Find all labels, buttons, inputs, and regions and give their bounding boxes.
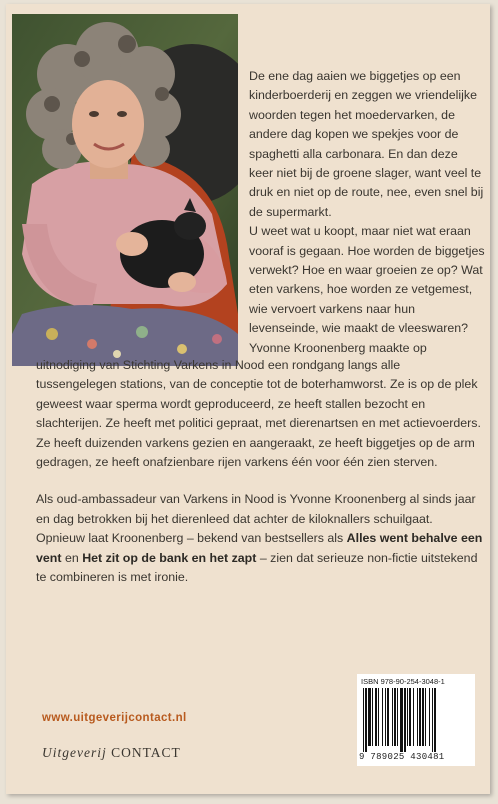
paragraph-questions: U weet wat u koopt, maar niet wat eraan vooraf is gegaan. Hoe worden de biggetjes verwekt? Hoe en waar groeien ze op? Wat eten varkens, hoe worden ze vetgemest, wie vervoert varkens naar hun levenseinde, wie maakt de vleeswaren? <box>249 224 485 336</box>
author-photo <box>12 14 238 366</box>
paragraph-author-continued: uitnodiging van Stichting Varkens in Nood een rondgang langs alle tussengelegen stations, van de conceptie tot de boterhamworst. Ze is op de plek geweest waar sperma wordt geproduceerd, ze heeft stallen bezocht en slachterijen. Ze heeft met politici gepraat, met dierenartsen en met actievoerders. Ze heeft duizenden varkens gezien en aangeraakt, ze heeft biggetjes op de arm gedragen, ze heeft onafzienbare rijen varkens één voor één zien sterven. <box>36 358 481 470</box>
book-back-cover <box>6 4 490 794</box>
barcode-bars <box>363 688 469 752</box>
description-full-width <box>36 356 484 587</box>
publisher-logo <box>42 745 181 761</box>
ambassador-text-c: – zien dat serieuze non-fictie uitstekend te combineren is met ironie. <box>36 550 478 585</box>
ambassador-text-b: en <box>64 550 79 565</box>
bestseller-title-2: Het zit op de bank en het zapt <box>82 550 257 565</box>
paragraph-ambassador <box>36 490 484 587</box>
publisher-word-uitgeverij: Uitgeverij <box>42 745 107 760</box>
isbn-number: ISBN 978-90-254-3048-1 <box>361 677 445 686</box>
paragraph-author-start: Yvonne Kroonenberg maakte op <box>249 340 427 355</box>
barcode-digits: 9 789025 430481 <box>359 752 445 762</box>
isbn-barcode <box>357 674 475 766</box>
ambassador-text-a: Als oud-ambassadeur van Varkens in Nood is Yvonne Kroonenberg al sinds jaar en dag betrokken bij het dierenleed dat achter de kiloknallers schuilgaat. Opnieuw laat Kroonenberg – bekend van bestsellers als <box>36 492 476 546</box>
publisher-word-contact: CONTACT <box>111 745 181 760</box>
bestseller-title-1: Alles went behalve een vent <box>36 531 483 565</box>
description-right-column <box>249 67 485 358</box>
paragraph-intro: De ene dag aaien we biggetjes op een kinderboerderij en zeggen we vriendelijke woorden tegen het moedervarken, de andere dag kopen we spekjes voor de spaghetti alla carbonara. En dan deze keer niet bij de groene slager, want veel te druk en niet op de route, nee, even snel bij de supermarkt. <box>249 69 484 219</box>
publisher-website[interactable]: www.uitgeverijcontact.nl <box>42 712 187 724</box>
